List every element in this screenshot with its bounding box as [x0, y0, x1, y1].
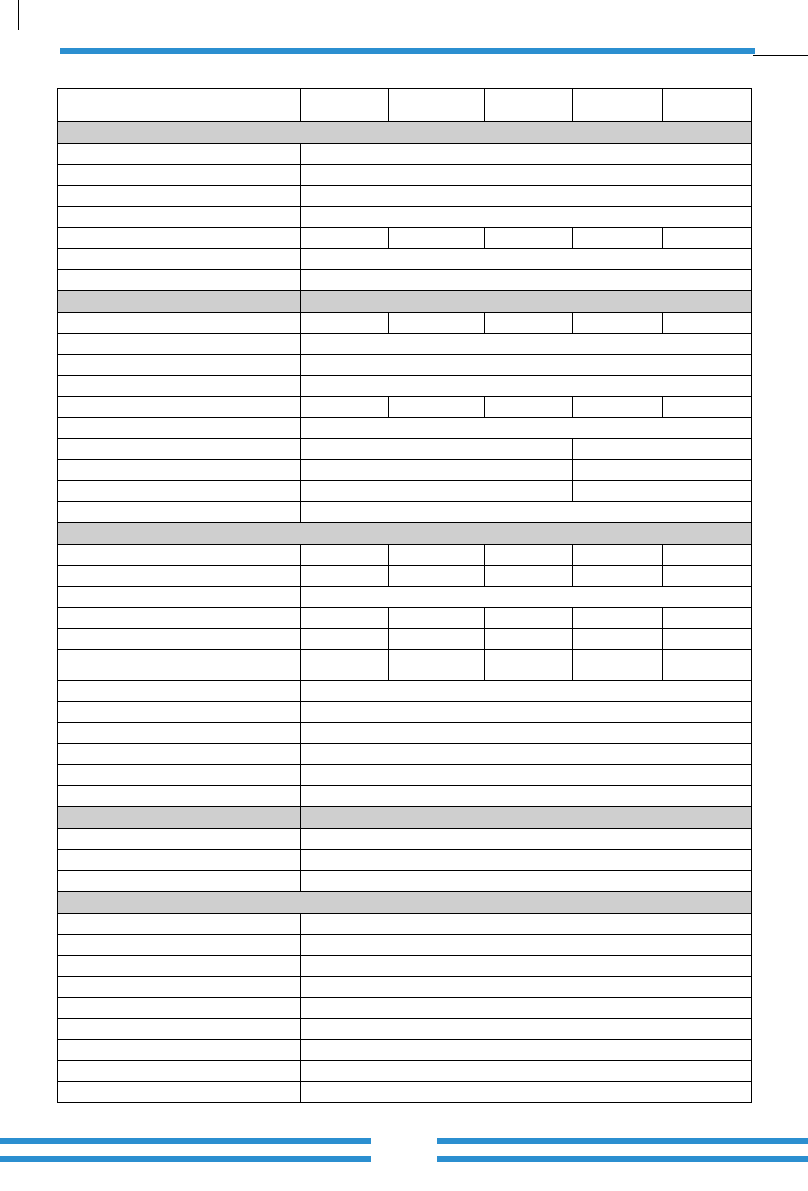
table-cell	[58, 376, 301, 397]
table-cell	[58, 439, 301, 460]
table-cell	[301, 681, 752, 702]
table-cell	[301, 502, 752, 523]
table-cell	[573, 439, 752, 460]
table-row	[58, 460, 752, 481]
table-cell	[485, 313, 573, 334]
table-cell	[301, 334, 752, 355]
table-cell	[663, 566, 752, 587]
table-cell	[301, 956, 752, 977]
table-row	[58, 650, 752, 681]
table-cell	[301, 1082, 752, 1103]
table-cell	[58, 122, 752, 144]
table-cell	[301, 998, 752, 1019]
table-cell	[663, 313, 752, 334]
table-cell	[58, 608, 301, 629]
table-row	[58, 765, 752, 786]
section-header-row	[58, 892, 752, 914]
table-cell	[58, 892, 752, 914]
table-cell	[663, 89, 752, 122]
table-cell	[301, 702, 752, 723]
table-cell	[301, 397, 389, 418]
table-cell	[58, 723, 301, 744]
table-cell	[301, 723, 752, 744]
table-row	[58, 608, 752, 629]
table-cell	[301, 89, 389, 122]
table-cell	[58, 523, 752, 545]
table-row	[58, 313, 752, 334]
footer-accent-bar-left-lower	[0, 1156, 371, 1162]
table-cell	[58, 1082, 301, 1103]
table-cell	[301, 418, 752, 439]
table-cell	[663, 228, 752, 249]
table-cell	[389, 608, 485, 629]
table-cell	[58, 502, 301, 523]
table-cell	[389, 650, 485, 681]
table-row	[58, 829, 752, 850]
table-cell	[58, 207, 301, 228]
table-row	[58, 1082, 752, 1103]
table-cell	[58, 807, 301, 829]
table-cell	[485, 228, 573, 249]
table-cell	[301, 1040, 752, 1061]
table-row	[58, 566, 752, 587]
table-row	[58, 1040, 752, 1061]
table-cell	[573, 481, 752, 502]
table-cell	[663, 608, 752, 629]
table-cell	[58, 313, 301, 334]
table-row	[58, 956, 752, 977]
table-cell	[58, 144, 301, 165]
table-cell	[663, 397, 752, 418]
table-row	[58, 1061, 752, 1082]
table-cell	[301, 850, 752, 871]
table-row	[58, 850, 752, 871]
table-cell	[58, 914, 301, 935]
table-cell	[58, 355, 301, 376]
table-row	[58, 270, 752, 291]
table-cell	[485, 629, 573, 650]
section-header-row	[58, 523, 752, 545]
crop-mark-top-right	[753, 0, 808, 56]
table-cell	[301, 439, 573, 460]
table-cell	[485, 650, 573, 681]
crop-mark-top-left	[0, 0, 19, 30]
table-cell	[58, 765, 301, 786]
table-cell	[58, 481, 301, 502]
table-cell	[301, 249, 752, 270]
table-cell	[389, 89, 485, 122]
table-cell	[301, 765, 752, 786]
table-cell	[58, 871, 301, 892]
table-cell	[58, 291, 301, 313]
section-header-row	[58, 122, 752, 144]
table-cell	[573, 608, 663, 629]
table-cell	[301, 566, 389, 587]
table-cell	[58, 1040, 301, 1061]
table-cell	[485, 545, 573, 566]
table-row	[58, 334, 752, 355]
table-cell	[301, 186, 752, 207]
table-cell	[301, 744, 752, 765]
table-cell	[301, 650, 389, 681]
table-cell	[58, 270, 301, 291]
table-row	[58, 702, 752, 723]
table-row	[58, 871, 752, 892]
table-cell	[301, 228, 389, 249]
table-cell	[485, 608, 573, 629]
table-row	[58, 1019, 752, 1040]
table-cell	[58, 850, 301, 871]
table-cell	[389, 566, 485, 587]
table-cell	[58, 650, 301, 681]
specification-table	[57, 88, 752, 1103]
table-cell	[301, 376, 752, 397]
table-row	[58, 249, 752, 270]
table-cell	[58, 89, 301, 122]
table-cell	[301, 977, 752, 998]
table-cell	[301, 291, 752, 313]
table-row	[58, 545, 752, 566]
table-row	[58, 723, 752, 744]
column-header-row	[58, 89, 752, 122]
footer-accent-bar-right-upper	[437, 1138, 808, 1144]
table-cell	[58, 418, 301, 439]
table-cell	[389, 397, 485, 418]
table-cell	[663, 545, 752, 566]
table-cell	[389, 313, 485, 334]
table-cell	[301, 165, 752, 186]
table-cell	[301, 460, 573, 481]
table-row	[58, 935, 752, 956]
table-cell	[58, 681, 301, 702]
table-row	[58, 355, 752, 376]
table-cell	[58, 998, 301, 1019]
table-cell	[485, 89, 573, 122]
table-cell	[389, 629, 485, 650]
table-cell	[573, 228, 663, 249]
table-cell	[389, 228, 485, 249]
table-cell	[301, 914, 752, 935]
table-row	[58, 977, 752, 998]
table-cell	[58, 566, 301, 587]
table-row	[58, 502, 752, 523]
table-row	[58, 186, 752, 207]
table-cell	[573, 460, 752, 481]
table-cell	[58, 587, 301, 608]
table-cell	[58, 228, 301, 249]
table-cell	[485, 397, 573, 418]
table-cell	[58, 460, 301, 481]
table-cell	[389, 545, 485, 566]
table-cell	[58, 165, 301, 186]
table-cell	[301, 807, 752, 829]
table-cell	[301, 207, 752, 228]
table-cell	[663, 650, 752, 681]
footer-accent-bar-right-lower	[437, 1156, 808, 1162]
table-cell	[301, 1019, 752, 1040]
table-row	[58, 481, 752, 502]
specification-table-body	[58, 89, 752, 1103]
table-row	[58, 376, 752, 397]
table-row	[58, 914, 752, 935]
section-header-row	[58, 807, 752, 829]
table-cell	[58, 935, 301, 956]
header-accent-bar	[60, 48, 755, 54]
footer-accent-bar-left-upper	[0, 1138, 371, 1144]
table-cell	[58, 629, 301, 650]
table-cell	[301, 1061, 752, 1082]
table-cell	[58, 545, 301, 566]
table-cell	[301, 829, 752, 850]
table-cell	[301, 608, 389, 629]
table-cell	[485, 566, 573, 587]
table-cell	[58, 956, 301, 977]
table-cell	[573, 566, 663, 587]
table-cell	[573, 650, 663, 681]
table-cell	[301, 786, 752, 807]
table-cell	[58, 186, 301, 207]
table-cell	[573, 545, 663, 566]
table-row	[58, 786, 752, 807]
table-cell	[301, 871, 752, 892]
table-cell	[573, 629, 663, 650]
table-cell	[301, 270, 752, 291]
table-row	[58, 165, 752, 186]
table-row	[58, 587, 752, 608]
table-cell	[301, 355, 752, 376]
table-row	[58, 228, 752, 249]
table-cell	[301, 629, 389, 650]
table-cell	[301, 935, 752, 956]
table-cell	[58, 1061, 301, 1082]
section-header-row	[58, 291, 752, 313]
table-cell	[58, 397, 301, 418]
table-row	[58, 207, 752, 228]
table-row	[58, 998, 752, 1019]
table-cell	[573, 89, 663, 122]
table-row	[58, 439, 752, 460]
table-cell	[58, 829, 301, 850]
table-row	[58, 418, 752, 439]
table-cell	[301, 481, 573, 502]
table-cell	[301, 313, 389, 334]
table-row	[58, 681, 752, 702]
table-row	[58, 144, 752, 165]
table-cell	[301, 545, 389, 566]
table-cell	[573, 397, 663, 418]
table-row	[58, 397, 752, 418]
table-cell	[301, 144, 752, 165]
table-cell	[58, 786, 301, 807]
table-cell	[58, 977, 301, 998]
table-cell	[573, 313, 663, 334]
table-cell	[58, 334, 301, 355]
table-cell	[663, 629, 752, 650]
table-cell	[301, 587, 752, 608]
table-cell	[58, 1019, 301, 1040]
table-row	[58, 629, 752, 650]
table-cell	[58, 702, 301, 723]
table-row	[58, 744, 752, 765]
table-cell	[58, 744, 301, 765]
table-cell	[58, 249, 301, 270]
